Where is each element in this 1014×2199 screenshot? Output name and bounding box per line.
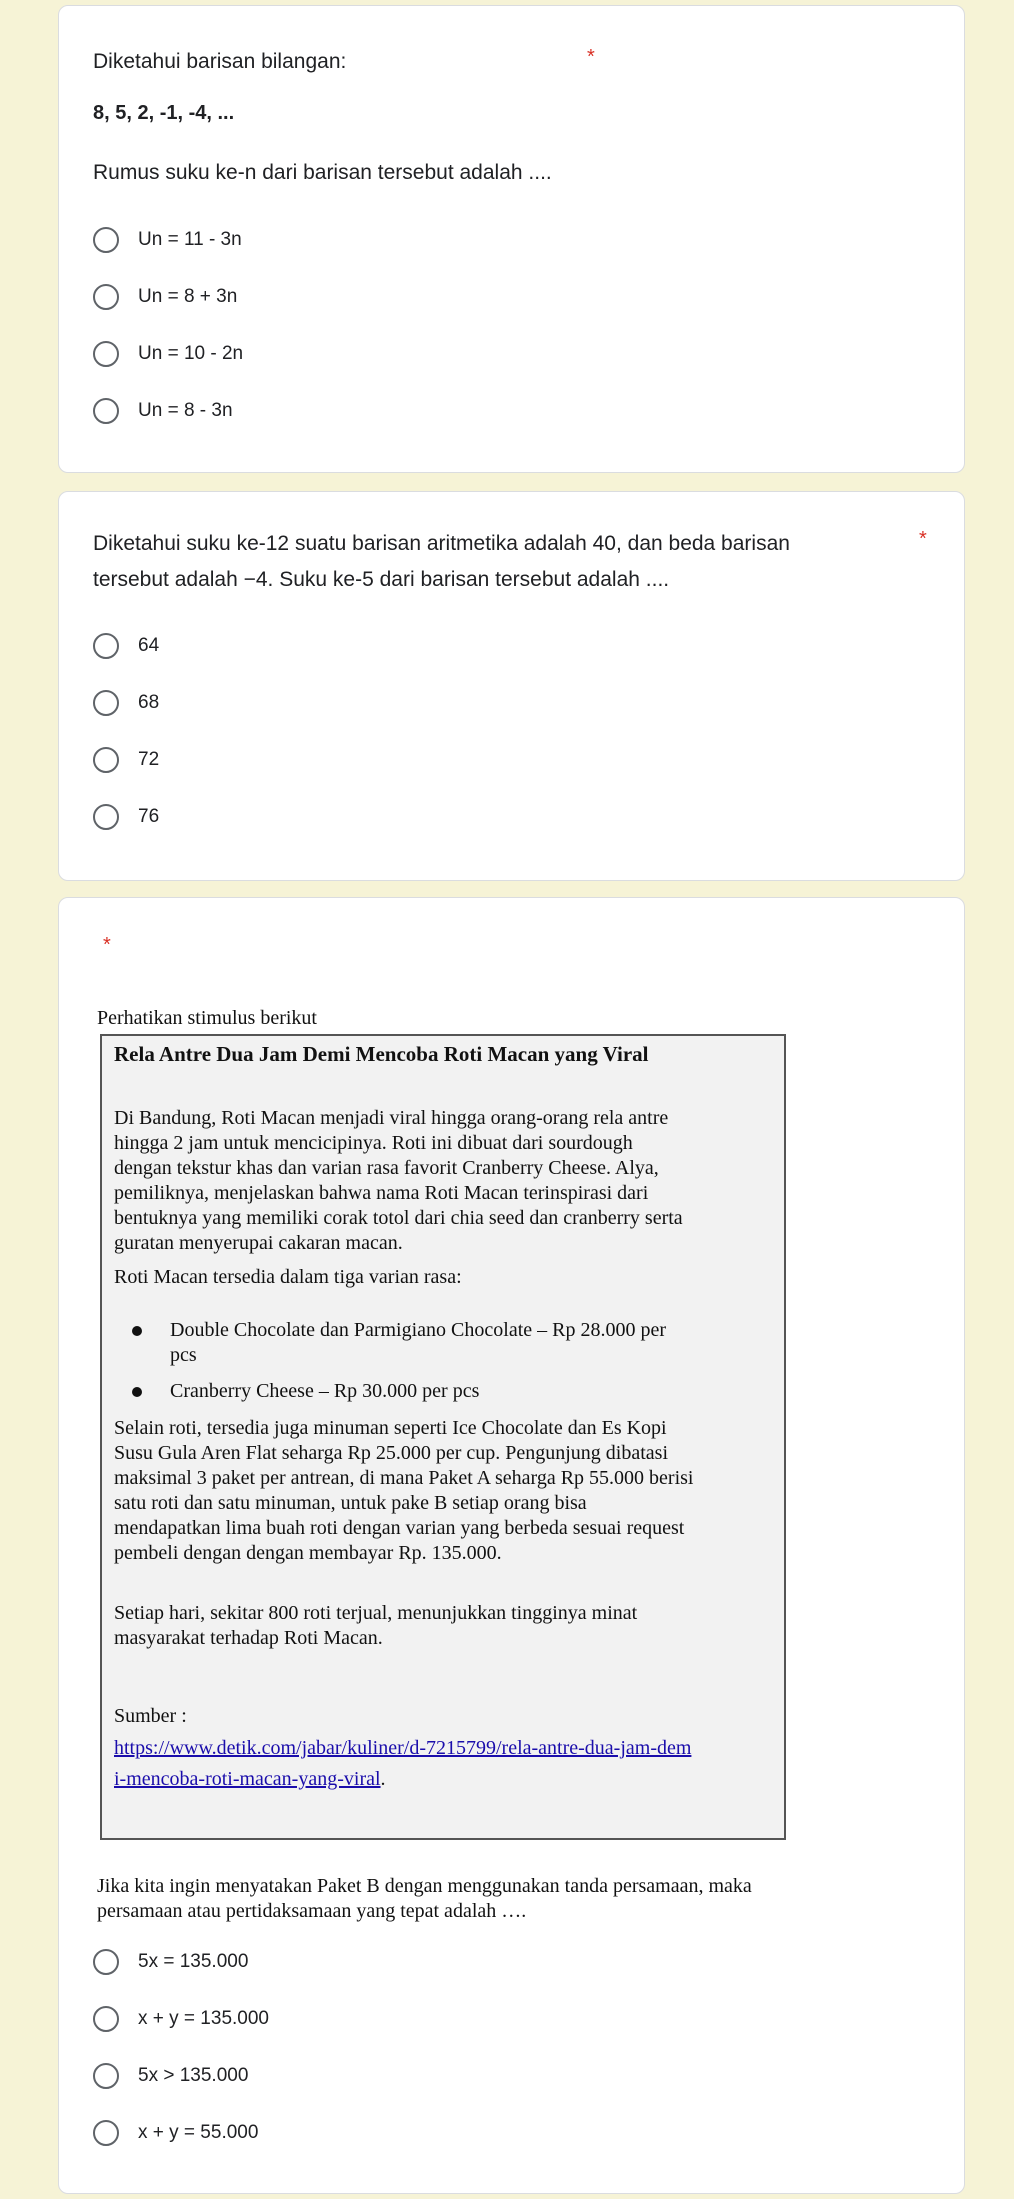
source-link[interactable]: i-mencoba-roti-macan-yang-viral xyxy=(114,1768,381,1790)
option-label: 5x = 135.000 xyxy=(138,1951,249,1972)
bullet-text-line: pcs xyxy=(170,1344,197,1366)
question-intro: Diketahui barisan bilangan: xyxy=(93,50,347,73)
option-4[interactable] xyxy=(93,797,159,837)
option-2[interactable] xyxy=(93,1999,269,2039)
radio-button[interactable] xyxy=(93,747,119,773)
stimulus-para-2: Roti Macan tersedia dalam tiga varian rasa: xyxy=(114,1266,462,1288)
option-label: Un = 10 - 2n xyxy=(138,343,244,364)
option-label: Un = 8 - 3n xyxy=(138,400,233,421)
bullet-text-line: Double Chocolate dan Parmigiano Chocolate – Rp 28.000 per xyxy=(170,1319,667,1341)
option-label: 72 xyxy=(138,749,160,770)
option-4[interactable] xyxy=(93,2113,258,2153)
question-prompt-line-2: persamaan atau pertidaksamaan yang tepat adalah …. xyxy=(97,1900,527,1922)
option-3[interactable] xyxy=(93,2056,248,2096)
source-label: Sumber : xyxy=(114,1705,187,1727)
radio-button[interactable] xyxy=(93,690,119,716)
stimulus-title: Rela Antre Dua Jam Demi Mencoba Roti Macan yang Viral xyxy=(114,1042,649,1066)
option-label: Un = 8 + 3n xyxy=(138,286,238,307)
radio-button[interactable] xyxy=(93,633,119,659)
question-card-3 xyxy=(58,897,965,2194)
stimulus-para-1-line: pemiliknya, menjelaskan bahwa nama Roti Macan terinspirasi dari xyxy=(114,1182,649,1204)
radio-button[interactable] xyxy=(93,227,119,253)
source-link-end: . xyxy=(380,1768,386,1790)
option-label: 64 xyxy=(138,635,160,656)
stimulus-para-1-line: bentuknya yang memiliki corak totol dari chia seed dan cranberry serta xyxy=(114,1207,683,1229)
option-label: x + y = 55.000 xyxy=(138,2122,259,2143)
option-2[interactable] xyxy=(93,683,159,723)
option-label: 76 xyxy=(138,806,160,827)
stimulus-para-3-line: maksimal 3 paket per antrean, di mana Paket A seharga Rp 55.000 berisi xyxy=(114,1467,694,1489)
bullet-text-line: Cranberry Cheese – Rp 30.000 per pcs xyxy=(170,1380,480,1402)
stimulus-para-1-line: dengan tekstur khas dan varian rasa favorit Cranberry Cheese. Alya, xyxy=(114,1157,659,1179)
option-3[interactable] xyxy=(93,334,243,374)
option-1[interactable] xyxy=(93,1942,248,1982)
option-label: 5x > 135.000 xyxy=(138,2065,249,2086)
option-label: 68 xyxy=(138,692,160,713)
question-prompt xyxy=(97,1874,917,1924)
stimulus-para-1-line: hingga 2 jam untuk mencicipinya. Roti ini dibuat dari sourdough xyxy=(114,1132,633,1154)
option-1[interactable] xyxy=(93,626,159,666)
question-prompt-line-1: Jika kita ingin menyatakan Paket B dengan menggunakan tanda persamaan, maka xyxy=(97,1875,752,1897)
stimulus-bullet xyxy=(132,1318,762,1368)
question-card-1 xyxy=(58,5,965,473)
stimulus-para-3-line: Selain roti, tersedia juga minuman seperti Ice Chocolate dan Es Kopi xyxy=(114,1417,667,1439)
stimulus-para-4-line: masyarakat terhadap Roti Macan. xyxy=(114,1627,383,1649)
stimulus-para-4-line: Setiap hari, sekitar 800 roti terjual, menunjukkan tingginya minat xyxy=(114,1602,638,1624)
option-2[interactable] xyxy=(93,277,237,317)
question-prompt: Rumus suku ke-n dari barisan tersebut adalah .... xyxy=(93,161,552,184)
radio-button[interactable] xyxy=(93,804,119,830)
question-card-2 xyxy=(58,491,965,881)
source-link[interactable]: https://www.detik.com/jabar/kuliner/d-7215799/rela-antre-dua-jam-dem xyxy=(114,1737,692,1759)
option-4[interactable] xyxy=(93,391,233,431)
radio-button[interactable] xyxy=(93,1949,119,1975)
stimulus-para-3-line: pembeli dengan dengan membayar Rp. 135.000. xyxy=(114,1542,502,1564)
sequence-text: 8, 5, 2, -1, -4, ... xyxy=(93,102,235,124)
question-text-line-1: Diketahui suku ke-12 suatu barisan aritmetika adalah 40, dan beda barisan xyxy=(93,532,790,555)
option-3[interactable] xyxy=(93,740,159,780)
required-star: * xyxy=(587,46,595,68)
source-link-line-1 xyxy=(114,1736,774,1761)
bullet-dot-icon xyxy=(132,1326,142,1336)
option-label: x + y = 135.000 xyxy=(138,2008,269,2029)
radio-button[interactable] xyxy=(93,284,119,310)
stimulus-para-1-line: Di Bandung, Roti Macan menjadi viral hingga orang-orang rela antre xyxy=(114,1107,669,1129)
option-label: Un = 11 - 3n xyxy=(138,229,242,250)
option-1[interactable] xyxy=(93,220,242,260)
radio-button[interactable] xyxy=(93,2006,119,2032)
required-star: * xyxy=(919,528,927,550)
radio-button[interactable] xyxy=(93,2120,119,2146)
question-text-line-2: tersebut adalah −4. Suku ke-5 dari barisan tersebut adalah .... xyxy=(93,568,670,591)
radio-button[interactable] xyxy=(93,398,119,424)
stimulus-para-3-line: Susu Gula Aren Flat seharga Rp 25.000 per cup. Pengunjung dibatasi xyxy=(114,1442,669,1464)
bullet-dot-icon xyxy=(132,1387,142,1397)
stimulus-para-3-line: satu roti dan satu minuman, untuk pake B setiap orang bisa xyxy=(114,1492,587,1514)
stimulus-para-3-line: mendapatkan lima buah roti dengan varian yang berbeda sesuai request xyxy=(114,1517,685,1539)
source-link-line-2 xyxy=(114,1767,774,1792)
required-star: * xyxy=(103,934,111,956)
radio-button[interactable] xyxy=(93,2063,119,2089)
stimulus-box xyxy=(100,1034,786,1840)
stimulus-bullet xyxy=(132,1379,762,1404)
stimulus-para-1-line: guratan menyerupai cakaran macan. xyxy=(114,1232,403,1254)
radio-button[interactable] xyxy=(93,341,119,367)
stimulus-caption: Perhatikan stimulus berikut xyxy=(97,1007,317,1029)
